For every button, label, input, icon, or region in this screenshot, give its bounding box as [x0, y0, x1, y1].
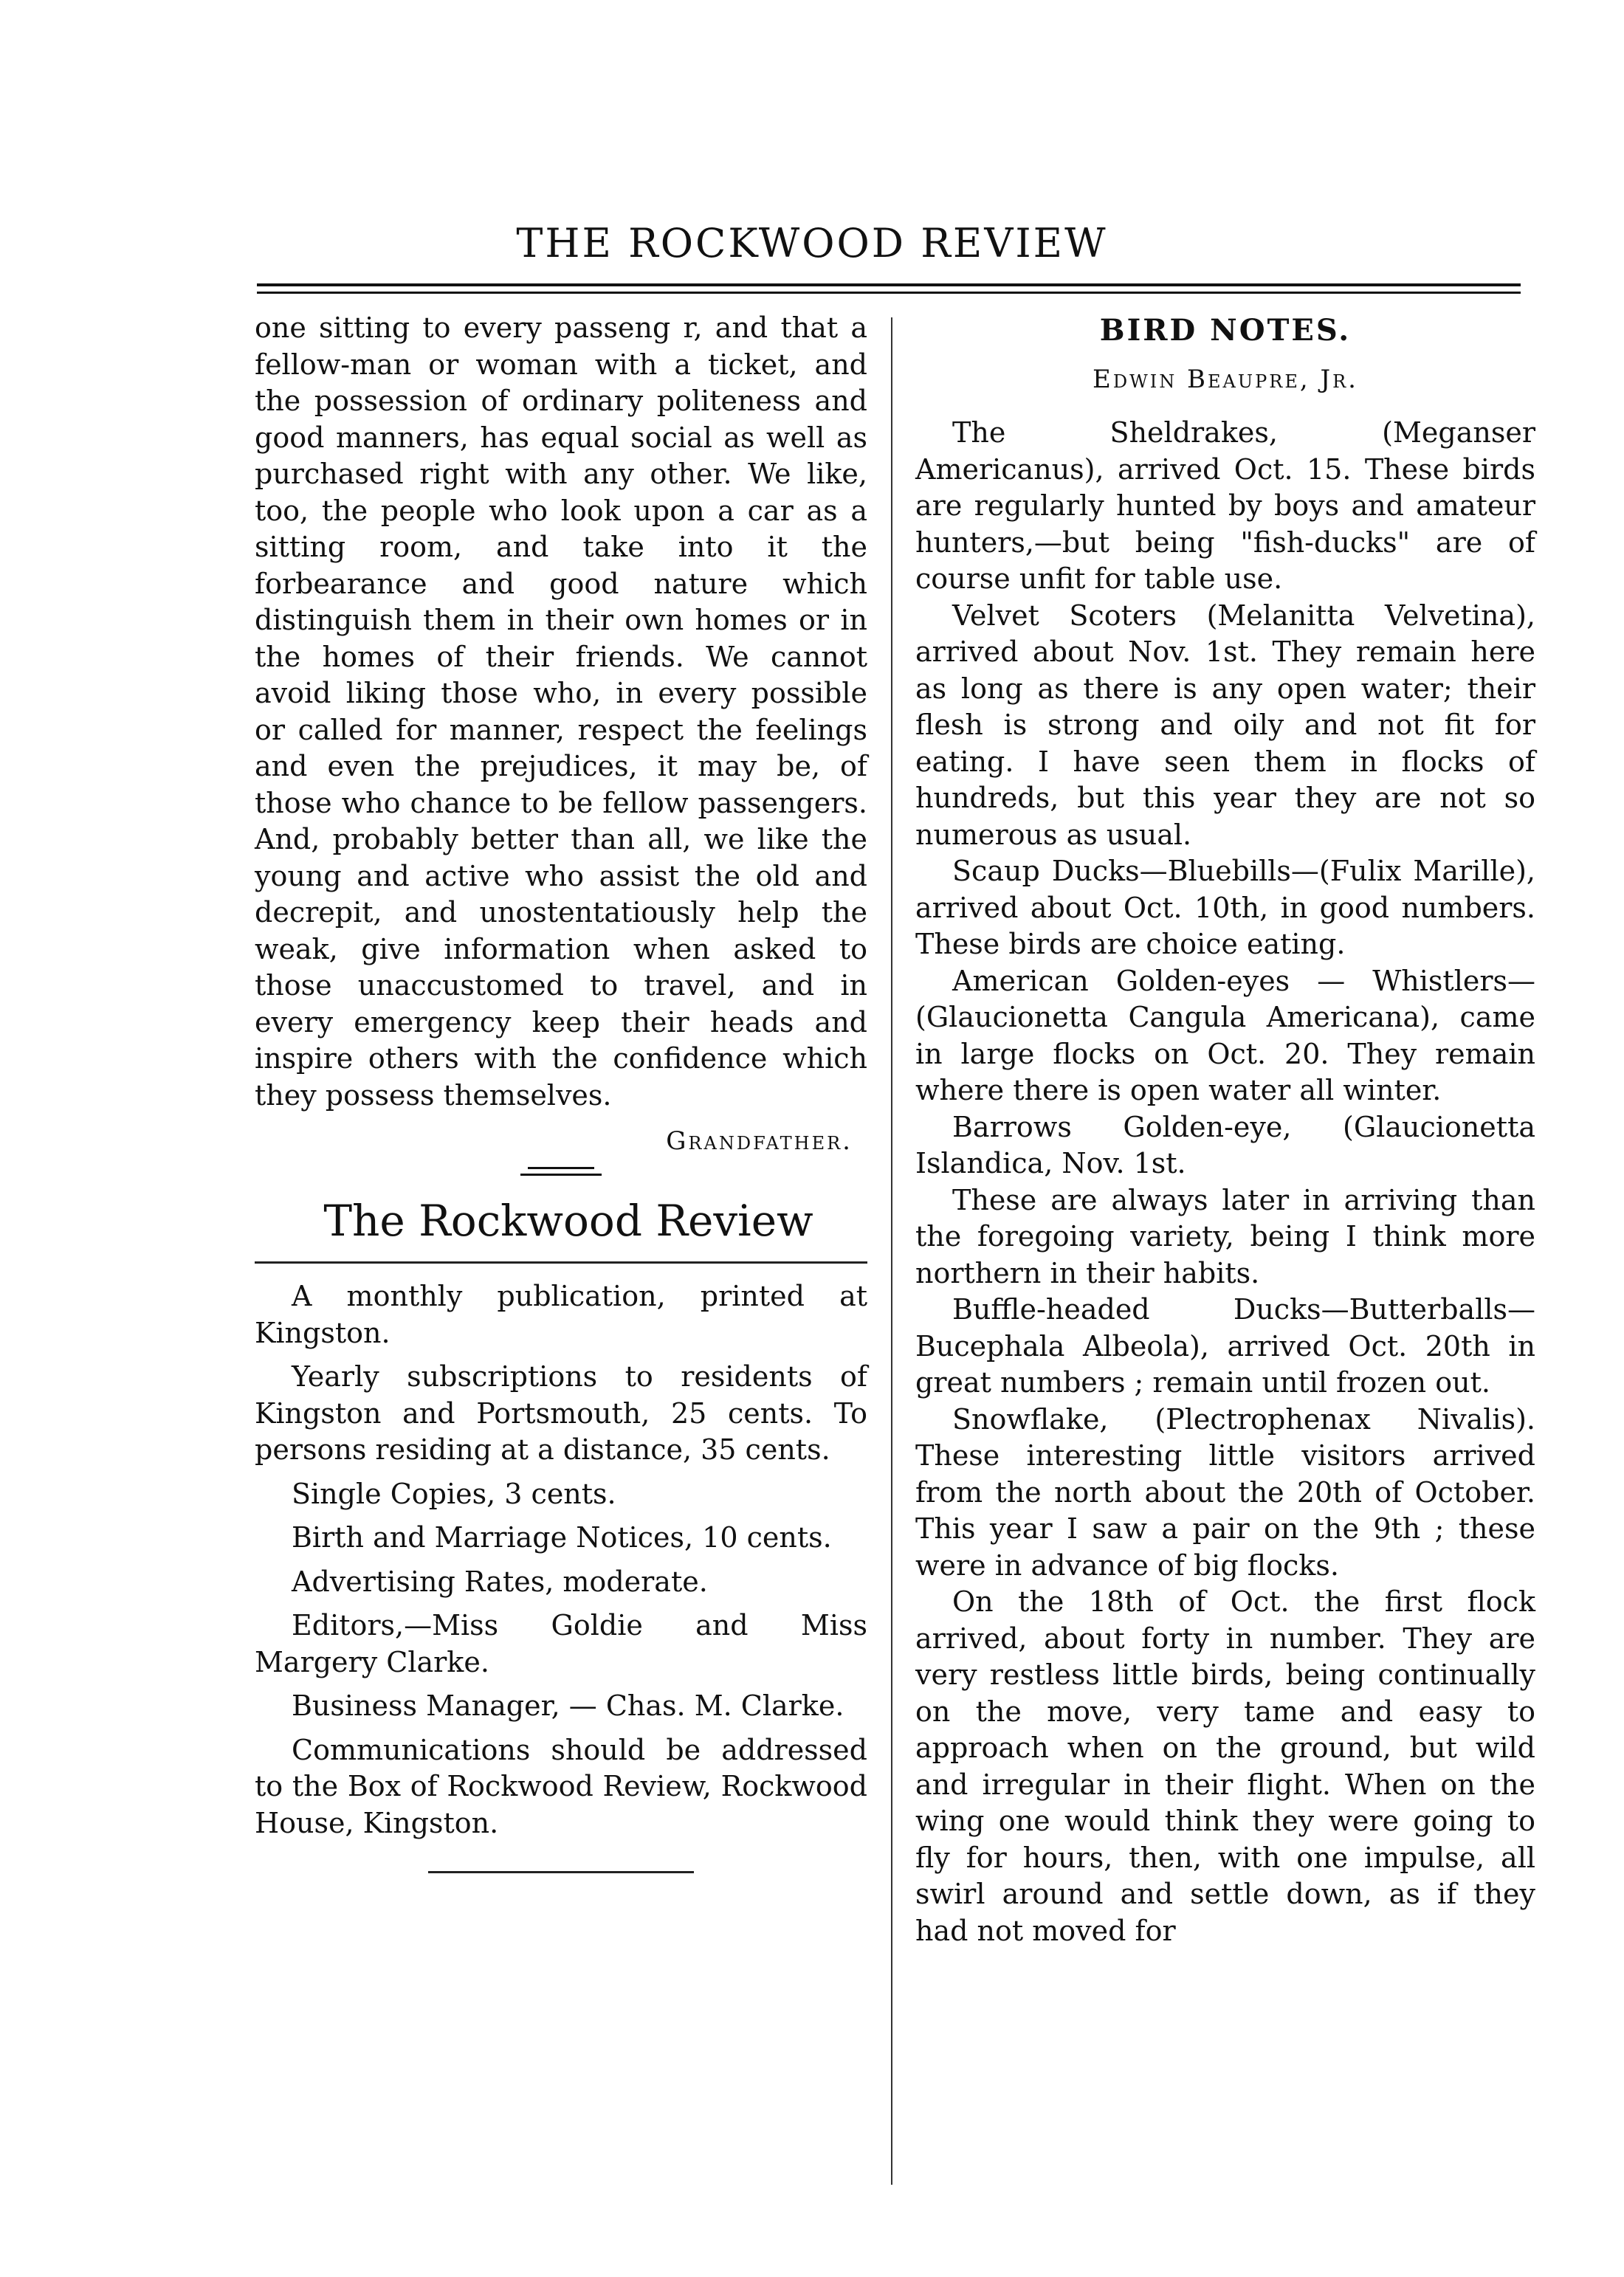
notice-subscriptions: Yearly subscriptions to residents of Kingston and Portsmouth, 25 cents. To persons residing at a distance, 35 cents.	[255, 1360, 867, 1466]
notice-birth-marriage: Birth and Marriage Notices, 10 cents.	[292, 1521, 832, 1554]
bird-note-buffle-headed-ducks: Buffle-headed Ducks—Butterballs—Bucephala Albeola), arrived Oct. 20th in great numbers ; remain until frozen out.	[915, 1293, 1535, 1399]
header-rule-top	[257, 283, 1521, 286]
bird-note-velvet-scoters: Velvet Scoters (Melanitta Velvetina), arrived about Nov. 1st. They remain here as long as there is any open water; their flesh is strong and oily and not fit for eating. I have seen them in flocks of hundreds, but this year they are not so numerous as usual.	[915, 599, 1535, 851]
bird-notes-author: Edwin Beaupre, Jr.	[1093, 365, 1358, 394]
notice-single-copies: Single Copies, 3 cents.	[292, 1477, 616, 1510]
bird-note-sheldrakes: The Sheldrakes, (Meganser Americanus), arrived Oct. 15. These birds are regularly hunted by boys and amateur hunters,—but being "fish-ducks" are of course unfit for table use.	[915, 416, 1535, 595]
header-rule-bottom	[257, 292, 1521, 294]
signature: Grandfather.	[666, 1126, 853, 1156]
bird-note-barrows-golden-eye: Barrows Golden-eye, (Glaucionetta Islandica, Nov. 1st.	[915, 1110, 1535, 1179]
notice-editors: Editors,—Miss Goldie and Miss Margery Clarke.	[255, 1609, 867, 1678]
bird-notes-heading: BIRD NOTES.	[1099, 313, 1352, 348]
notice-publication: A monthly publication, printed at Kingston.	[255, 1280, 867, 1349]
end-rule	[428, 1871, 694, 1873]
right-column	[915, 310, 1535, 1949]
separator-short	[528, 1167, 594, 1169]
bird-note-first-flock: On the 18th of Oct. the first flock arrived, about forty in number. They are very restless little birds, being continually on the move, very tame and easy to approach when on the ground, but wild and irregular in their flight. When on the wing one would think they were going to fly for hours, then, with one impulse, all swirl around and settle down, as if they had not moved for	[915, 1585, 1535, 1947]
column-divider	[891, 317, 892, 2185]
notice-business-manager: Business Manager, — Chas. M. Clarke.	[292, 1689, 844, 1722]
notice-communications: Communications should be addressed to the Box of Rockwood Review, Rockwood House, Kingston.	[255, 1733, 867, 1839]
masthead: The Rockwood Review	[323, 1196, 813, 1246]
notice-advertising: Advertising Rates, moderate.	[292, 1565, 708, 1598]
bird-note-snowflake: Snowflake, (Plectrophenax Nivalis). These interesting little visitors arrived from the north about the 20th of October. This year I saw a pair on the 9th ; these were in advance of big flocks.	[915, 1402, 1535, 1582]
separator-short-2	[520, 1174, 602, 1176]
bird-note-american-golden-eyes: American Golden-eyes — Whistlers—(Glaucionetta Cangula Americana), came in large flocks on Oct. 20. They remain where there is open water all winter.	[915, 964, 1535, 1106]
essay-paragraph: one sitting to every passeng r, and that a fellow-man or woman with a ticket, and the possession of ordinary politeness and good manners, has equal social as well as purchased right with any other. We like, too, the people who look upon a car as a sitting room, and take into it the forbearance and good nature which distinguish them in their own homes or in the homes of their friends. We cannot avoid liking those who, in every possible or called for manner, respect the feelings and even the prejudices, it may be, of those who chance to be fellow passengers. And, probably better than all, we like the young and active who assist the old and decrepit, and unostentatiously help the weak, give information when asked to those unaccustomed to travel, and in every emergency keep their heads and inspire others with the confidence which they possess themselves.	[255, 311, 867, 1112]
masthead-rule	[255, 1261, 867, 1264]
bird-note-scaup-ducks: Scaup Ducks—Bluebills—(Fulix Marille), arrived about Oct. 10th, in good numbers. These birds are choice eating.	[915, 855, 1535, 960]
page-title: THE ROCKWOOD REVIEW	[516, 220, 1108, 266]
bird-note-later-arriving: These are always later in arriving than the foregoing variety, being I think more northern in their habits.	[915, 1183, 1535, 1289]
left-column	[255, 310, 867, 1873]
